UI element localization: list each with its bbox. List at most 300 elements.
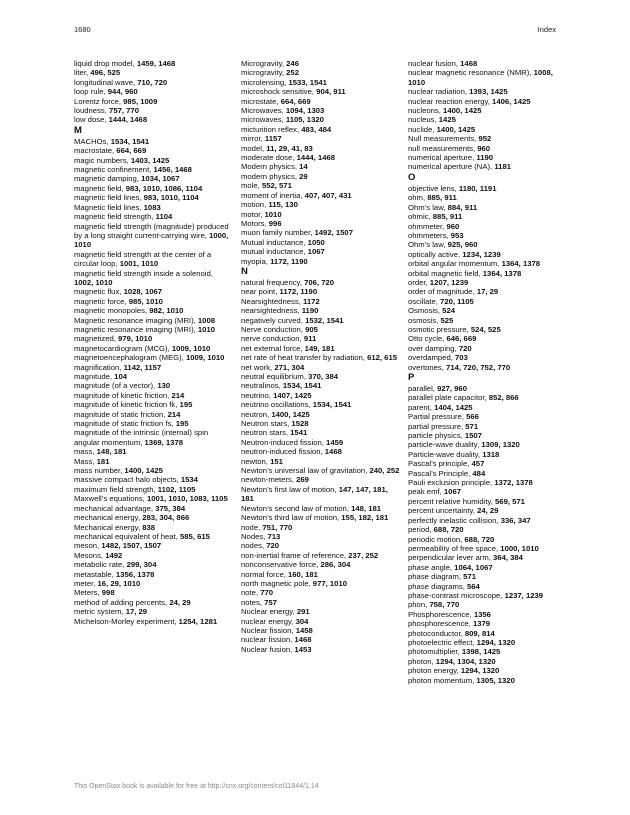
index-pages[interactable]: 838 (142, 522, 156, 532)
index-entry (408, 212, 568, 221)
index-pages[interactable]: 1001, 1010 (119, 259, 159, 269)
index-entry (241, 306, 401, 315)
index-entry (408, 591, 568, 600)
index-pages[interactable]: 115, 130 (268, 200, 298, 210)
index-pages[interactable]: 148, 181 (96, 447, 127, 457)
index-term: moment of inertia, (241, 190, 305, 200)
index-entry (408, 269, 568, 278)
index-pages[interactable]: 160, 181 (288, 569, 318, 579)
index-pages[interactable]: 1492 (105, 550, 123, 560)
index-entry (74, 106, 234, 115)
index-pages[interactable]: 1190 (476, 153, 494, 163)
index-pages[interactable]: 985, 1010 (128, 296, 163, 306)
index-entry (74, 59, 234, 68)
index-entry (408, 422, 568, 431)
index-term: magnetoencephalogram (MEG), (74, 353, 186, 363)
index-pages[interactable]: 1008, 1010 (408, 68, 553, 87)
index-pages[interactable]: 720 (458, 343, 472, 353)
index-pages[interactable]: 1400, 1425 (271, 409, 310, 419)
index-pages[interactable]: 1528 (291, 419, 309, 429)
index-entry (408, 412, 568, 421)
index-pages[interactable]: 240, 252 (369, 466, 400, 476)
index-term: Mesons, (74, 550, 106, 560)
index-term: mechanical advantage, (74, 503, 156, 513)
index-term: ohmic, (408, 212, 433, 222)
index-pages[interactable]: 1356, 1378 (115, 569, 155, 579)
index-pages[interactable]: 713 (267, 531, 281, 541)
index-term: mass, (74, 447, 97, 457)
index-pages[interactable]: 1507 (464, 431, 482, 441)
index-term: photon energy, (408, 666, 461, 676)
index-pages[interactable]: 1318 (482, 449, 500, 459)
index-pages[interactable]: 181 (96, 456, 110, 466)
index-pages[interactable]: 977, 1010 (312, 578, 347, 588)
index-entry (408, 316, 568, 325)
index-pages[interactable]: 757, 770 (109, 106, 139, 116)
index-term: particle-wave duality, (408, 440, 482, 450)
index-pages[interactable]: 17, 29 (476, 287, 499, 297)
index-pages[interactable]: 1064, 1067 (454, 562, 493, 572)
index-pages[interactable]: 1407, 1425 (273, 390, 312, 400)
index-term: nuclide, (408, 124, 437, 134)
index-entry (408, 222, 568, 231)
index-term: Mass, (74, 456, 97, 466)
index-pages[interactable]: 148, 181 (351, 503, 382, 513)
index-term: periodic motion, (408, 534, 465, 544)
index-entry (74, 457, 234, 466)
index-pages[interactable]: 104 (114, 372, 127, 381)
index-pages[interactable]: 809, 814 (464, 628, 495, 638)
index-pages[interactable]: 585, 615 (180, 531, 210, 541)
index-pages[interactable]: 885, 911 (432, 212, 463, 222)
index-term: liquid drop model, (74, 59, 137, 68)
index-pages[interactable]: 1534, 1541 (110, 136, 150, 146)
index-term: photomultiplier, (408, 647, 462, 657)
index-pages[interactable]: 904, 911 (316, 87, 346, 97)
index-pages[interactable]: 195 (175, 419, 189, 429)
index-pages[interactable]: 1482, 1507, 1507 (101, 541, 162, 551)
index-pages[interactable]: 1050 (307, 237, 325, 247)
index-term: nerve conduction, (241, 334, 304, 344)
index-column-3 (408, 59, 568, 685)
index-pages[interactable]: 1403, 1425 (130, 155, 170, 165)
index-pages[interactable]: 1456, 1468 (153, 165, 192, 175)
index-pages[interactable]: 1534, 1541 (312, 400, 352, 410)
index-entry (408, 544, 568, 553)
index-pages[interactable]: 979, 1010 (118, 334, 153, 344)
index-entry (241, 513, 401, 522)
index-entry (74, 174, 234, 183)
index-pages[interactable]: 283, 304, 866 (142, 513, 190, 523)
index-pages[interactable]: 1000, 1010 (500, 543, 539, 553)
index-pages[interactable]: 952 (478, 134, 492, 144)
index-pages[interactable]: 982, 1010 (149, 306, 184, 316)
index-term: neutral equilibrium, (241, 372, 309, 381)
index-term: loudness, (74, 106, 110, 116)
index-entry (408, 666, 568, 675)
index-term: microwaves, (241, 115, 286, 125)
index-pages[interactable]: 612, 615 (367, 353, 398, 363)
index-term: nuclear fusion, (408, 59, 461, 68)
index-entry (408, 203, 568, 212)
index-pages[interactable]: 370, 384 (308, 372, 339, 381)
index-pages[interactable]: 1400, 1425 (443, 106, 482, 116)
index-entry (74, 598, 234, 607)
index-pages[interactable]: 1406, 1425 (492, 96, 531, 106)
index-term: mole, (241, 181, 262, 191)
index-entry (408, 647, 568, 656)
index-pages[interactable]: 29 (299, 171, 308, 181)
index-term: mechanical equivalent of heat, (74, 531, 180, 541)
index-pages[interactable]: 960 (477, 143, 491, 153)
index-pages[interactable]: 336, 347 (500, 515, 531, 525)
index-pages[interactable]: 758, 770 (429, 600, 460, 610)
index-pages[interactable]: 1001, 1010, 1083, 1105 (146, 494, 228, 504)
index-pages[interactable]: 525 (440, 315, 454, 325)
index-entry (74, 250, 234, 269)
index-term: maximum field strength, (74, 484, 158, 494)
index-pages[interactable]: 1180, 1191 (458, 183, 497, 193)
index-term: notes, (241, 597, 265, 607)
index-entry (74, 588, 234, 597)
index-pages[interactable]: 569, 571 (495, 496, 525, 506)
index-pages[interactable]: 457 (471, 459, 485, 469)
index-pages[interactable]: 1294, 1320 (460, 666, 500, 676)
index-pages[interactable]: 483, 484 (301, 124, 332, 134)
index-pages[interactable]: 195 (179, 400, 193, 410)
index-pages[interactable]: 852, 866 (488, 393, 519, 403)
index-term: magnetic damping, (74, 174, 142, 184)
index-pages[interactable]: 524 (442, 306, 455, 316)
index-pages[interactable]: 151 (270, 456, 283, 466)
index-entry (241, 87, 401, 96)
index-pages[interactable]: 1142, 1157 (123, 362, 162, 372)
index-pages[interactable]: 953 (450, 230, 464, 240)
index-pages[interactable]: 1083 (143, 202, 161, 212)
index-pages[interactable]: 1534 (180, 475, 198, 485)
index-term: perfectly inelastic collision, (408, 515, 501, 525)
index-term: magnetic force, (74, 296, 129, 306)
index-pages[interactable]: 1444, 1468 (296, 153, 336, 163)
index-pages[interactable]: 364, 384 (493, 553, 523, 563)
index-term: near point, (241, 287, 280, 297)
index-entry (241, 97, 401, 106)
index-pages[interactable]: 237, 252 (348, 550, 379, 560)
index-term: magnitude of kinetic friction fk, (74, 400, 180, 410)
index-entry (241, 607, 401, 616)
index-entry (408, 572, 568, 581)
index-pages[interactable]: 664, 669 (280, 96, 311, 106)
index-term: Newton’s third law of motion, (241, 513, 342, 523)
index-pages[interactable]: 1028, 1067 (123, 287, 163, 297)
index-letter-heading: O (408, 171, 416, 183)
index-pages[interactable]: 1400, 1425 (124, 466, 163, 476)
index-entry (408, 525, 568, 534)
index-entry (74, 97, 234, 106)
index-pages[interactable]: 1172, 1190 (279, 287, 318, 297)
index-term: Nuclear fusion, (241, 644, 295, 654)
index-pages[interactable]: 524, 525 (470, 324, 501, 334)
index-pages[interactable]: 1207, 1239 (429, 277, 469, 287)
index-pages[interactable]: 1425 (438, 115, 456, 125)
index-pages[interactable]: 286, 304 (320, 560, 351, 570)
index-entry (408, 240, 568, 249)
index-pages[interactable]: 1002, 1010 (74, 277, 113, 287)
index-pages[interactable]: 1393, 1425 (469, 87, 508, 97)
index-pages[interactable]: 1533, 1541 (288, 77, 327, 87)
index-pages[interactable]: 720, 1105 (440, 296, 474, 306)
index-term: magnetic field lines, (74, 193, 144, 203)
index-pages[interactable]: 1379 (472, 619, 491, 629)
index-pages[interactable]: 1372, 1378 (494, 478, 533, 488)
index-pages[interactable]: 960 (446, 221, 460, 231)
index-pages[interactable]: 1010 (197, 324, 216, 334)
index-pages[interactable]: 905 (305, 324, 318, 334)
index-term: photoconductor, (408, 628, 465, 638)
index-pages[interactable]: 214 (171, 390, 185, 400)
index-pages[interactable]: 24, 29 (169, 597, 191, 607)
index-pages[interactable]: 155, 182, 181 (341, 513, 389, 523)
index-pages[interactable]: 1459, 1468 (136, 59, 176, 68)
index-entry (241, 325, 401, 334)
index-term: Nodes, (241, 531, 268, 541)
index-pages[interactable]: 983, 1010, 1086, 1104 (125, 183, 203, 193)
index-entry (74, 325, 234, 334)
index-term: order, (408, 277, 430, 287)
index-term: Particle-wave duality, (408, 449, 483, 459)
index-entry (74, 203, 234, 212)
index-entry (408, 506, 568, 515)
index-pages[interactable]: 1404, 1425 (434, 402, 473, 412)
index-entry (74, 485, 234, 494)
index-term: magnetic resonance imaging (MRI), (74, 324, 198, 334)
index-entry (74, 607, 234, 616)
index-pages[interactable]: 925, 960 (447, 240, 478, 250)
index-term: Magnetic resonance imaging (MRI), (74, 315, 198, 325)
index-entry (408, 403, 568, 412)
index-term: Microgravity, (241, 59, 287, 68)
index-pages[interactable]: 1181 (494, 162, 511, 172)
index-pages[interactable]: 1356 (473, 609, 491, 619)
index-pages[interactable]: 16, 29, 1010 (97, 578, 141, 588)
index-pages[interactable]: 1294, 1320 (476, 637, 516, 647)
index-pages[interactable]: 983, 1010, 1104 (143, 193, 199, 203)
index-pages[interactable]: 1067 (443, 487, 462, 497)
index-pages[interactable]: 751, 770 (262, 522, 293, 532)
index-entry (241, 579, 401, 588)
index-pages[interactable]: 927, 960 (437, 384, 467, 393)
index-pages[interactable]: 246 (286, 59, 299, 68)
index-term: newton-meters, (241, 475, 297, 485)
index-pages[interactable]: 299, 304 (126, 560, 157, 570)
index-column-1 (74, 59, 234, 626)
index-term: magnitude (of a vector), (74, 381, 158, 391)
index-term: overdamped, (408, 353, 456, 363)
index-pages[interactable]: 1094, 1303 (285, 106, 325, 116)
page-number: 1680 (74, 25, 91, 34)
index-entry (241, 78, 401, 87)
index-pages[interactable]: 1468 (460, 59, 478, 68)
index-pages[interactable]: 1034, 1067 (141, 174, 180, 184)
index-term: model, (241, 143, 267, 153)
index-pages[interactable]: 1172 (302, 296, 320, 306)
index-term: ohm, (408, 193, 428, 203)
index-pages[interactable]: 1534, 1541 (282, 381, 322, 391)
index-term: null measurements, (408, 143, 478, 153)
index-pages[interactable]: 552, 571 (261, 181, 292, 191)
index-pages[interactable]: 269 (296, 475, 309, 485)
index-pages[interactable]: 1009, 1010 (171, 343, 211, 353)
index-pages[interactable]: 1104 (155, 212, 173, 222)
index-pages[interactable]: 664, 669 (116, 146, 147, 156)
index-term: Partial pressure, (408, 412, 467, 422)
index-pages[interactable]: 1254, 1281 (178, 616, 218, 626)
index-pages[interactable]: 1157 (264, 134, 282, 144)
index-pages[interactable]: 1190 (301, 306, 319, 316)
index-pages[interactable]: 1009, 1010 (185, 353, 225, 363)
index-entry (408, 106, 568, 115)
index-pages[interactable]: 147, 147, 181, 181 (241, 484, 388, 504)
index-pages[interactable]: 1364, 1378 (482, 268, 522, 278)
index-pages[interactable]: 564 (466, 581, 480, 591)
index-pages[interactable]: 688, 720 (433, 525, 464, 535)
index-entry (408, 231, 568, 240)
index-term: metabolic rate, (74, 560, 127, 570)
index-pages[interactable]: 375, 384 (155, 503, 186, 513)
index-pages[interactable]: 1444, 1468 (108, 115, 148, 125)
index-term: nuclear radiation, (408, 87, 470, 97)
index-pages[interactable]: 703 (455, 353, 468, 363)
index-term: Pascal’s principle, (408, 459, 472, 469)
index-term: neutrino, (241, 390, 274, 400)
index-term: parent, (408, 402, 435, 412)
index-pages[interactable]: 407, 407, 431 (304, 190, 352, 200)
index-term: Motors, (241, 218, 269, 228)
index-pages[interactable]: 770 (260, 588, 274, 598)
index-term: orbital angular momentum, (408, 259, 502, 269)
index-term: parallel plate capacitor, (408, 393, 489, 403)
index-pages[interactable]: 1000, 1010 (74, 230, 229, 250)
index-pages[interactable]: 1532, 1541 (305, 315, 344, 325)
index-term: Osmosis, (408, 306, 443, 316)
index-pages[interactable]: 1459 (326, 437, 344, 447)
index-pages[interactable]: 1294, 1304, 1320 (435, 656, 496, 666)
index-pages[interactable]: 1369, 1378 (144, 437, 183, 447)
index-entry (408, 459, 568, 468)
index-pages[interactable]: 1492, 1507 (314, 228, 353, 238)
index-pages[interactable]: 291 (296, 607, 310, 617)
index-pages[interactable]: 911 (303, 334, 317, 344)
index-pages[interactable]: 571 (465, 421, 479, 431)
index-pages[interactable]: 1468 (294, 635, 312, 645)
index-pages[interactable]: 484 (472, 468, 486, 478)
index-pages[interactable]: 130 (157, 381, 171, 391)
index-pages[interactable]: 252 (286, 68, 299, 78)
index-pages[interactable]: 885, 911 (427, 193, 457, 203)
index-pages[interactable]: 1400, 1425 (436, 124, 476, 134)
index-entry (408, 144, 568, 153)
index-pages[interactable]: 688, 720 (464, 534, 495, 544)
index-entry (74, 212, 234, 221)
index-pages[interactable]: 1305, 1320 (476, 675, 515, 685)
index-pages[interactable]: 496, 525 (90, 68, 121, 78)
index-pages[interactable]: 710, 720 (137, 77, 168, 87)
index-entry (74, 146, 234, 155)
index-pages[interactable]: 1010 (264, 209, 282, 219)
index-entry (74, 532, 234, 541)
index-pages[interactable]: 24, 29 (477, 506, 499, 516)
index-pages[interactable]: 17, 29 (125, 607, 148, 617)
index-pages[interactable]: 571 (463, 572, 476, 582)
index-term: Nuclear fission, (241, 625, 296, 635)
index-pages[interactable]: 1067 (307, 247, 325, 257)
index-pages[interactable]: 706, 720 (304, 277, 335, 287)
index-term: magnetic field strength, (74, 212, 156, 222)
index-pages[interactable]: 646, 669 (446, 334, 477, 344)
index-pages[interactable]: 304 (295, 616, 309, 626)
index-pages[interactable]: 1458 (295, 625, 313, 635)
index-pages[interactable]: 1541 (290, 428, 308, 438)
index-term: magnetocardiogram (MCG), (74, 343, 172, 353)
page-footer: This OpenStax book is available for free at http://cnx.org/content/col11844/1.14 (74, 783, 319, 790)
index-pages[interactable]: 996 (268, 218, 282, 228)
index-entry (408, 297, 568, 306)
index-term: neutrino oscillations, (241, 400, 313, 410)
index-term: longitudinal wave, (74, 77, 138, 87)
index-pages[interactable]: 11, 29, 41, 83 (266, 143, 313, 153)
index-pages[interactable]: 884, 911 (447, 202, 478, 212)
index-entry (241, 504, 401, 513)
index-pages[interactable]: 1364, 1378 (501, 259, 541, 269)
index-pages[interactable]: 757 (264, 597, 277, 607)
index-term: magnetic field strength at the center of a circular loop, (74, 249, 212, 269)
index-pages[interactable]: 214 (167, 409, 181, 419)
index-entry (74, 372, 234, 381)
index-term: non-inertial frame of reference, (241, 550, 349, 560)
index-pages[interactable]: 714, 720, 752, 770 (446, 362, 511, 372)
index-entry (74, 222, 234, 250)
index-pages[interactable]: 985, 1009 (123, 96, 158, 106)
index-pages[interactable]: 149, 181 (304, 343, 335, 353)
index-pages[interactable]: 1468 (324, 447, 342, 457)
index-pages[interactable]: 998 (101, 588, 115, 598)
index-pages[interactable]: 944, 960 (107, 87, 138, 97)
index-entry (74, 560, 234, 569)
index-entry (408, 469, 568, 478)
index-entry (241, 257, 401, 266)
index-term: muon family number, (241, 228, 315, 238)
index-pages[interactable]: 1102, 1105 (157, 484, 196, 494)
index-entry (241, 181, 401, 190)
index-pages[interactable]: 720 (266, 541, 280, 551)
index-pages[interactable]: 1234, 1239 (462, 249, 501, 259)
index-letter-heading: N (241, 265, 248, 277)
index-pages[interactable]: 14 (299, 162, 308, 172)
index-pages[interactable]: 271, 304 (274, 362, 305, 372)
index-pages[interactable]: 1172, 1190 (270, 256, 308, 266)
index-pages[interactable]: 1237, 1239 (504, 590, 544, 600)
index-pages[interactable]: 1453 (294, 644, 312, 654)
index-entry (241, 278, 401, 287)
index-pages[interactable]: 1105, 1320 (285, 115, 324, 125)
index-pages[interactable]: 1008 (197, 315, 216, 325)
index-entry (408, 431, 568, 440)
index-pages[interactable]: 1309, 1320 (481, 440, 520, 450)
index-pages[interactable]: 1398, 1425 (461, 647, 501, 657)
index-entry (241, 598, 401, 607)
index-pages[interactable]: 566 (466, 412, 479, 422)
index-entry (74, 617, 234, 626)
